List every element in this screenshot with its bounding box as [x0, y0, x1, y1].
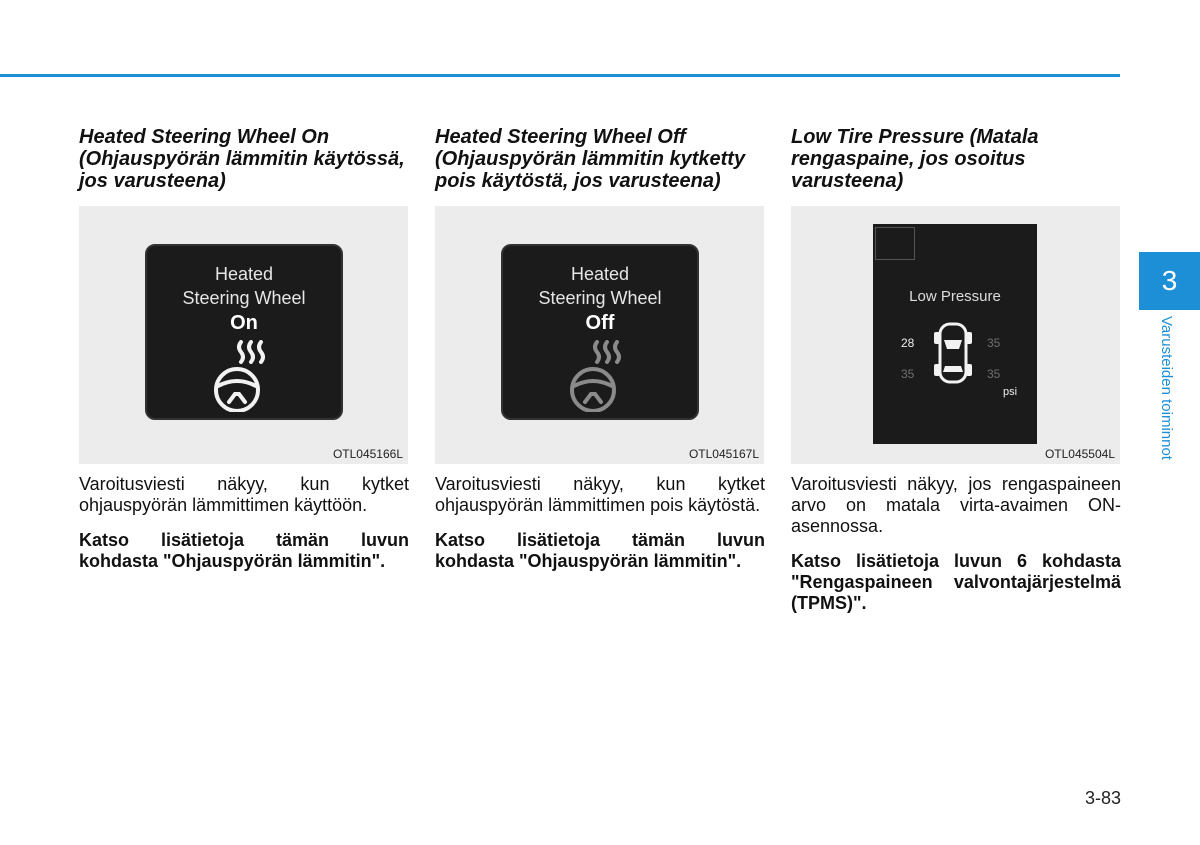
reference-note: Katso lisätietoja luvun 6 kohdasta "Rengaspaineen valvontajärjestelmä (TPMS)".: [791, 551, 1121, 613]
pressure-unit: psi: [1003, 386, 1018, 398]
reference-note: Katso lisätietoja tämän luvun kohdasta "Ohjauspyörän lämmitin".: [435, 530, 765, 571]
chapter-title: Varusteiden toiminnot: [1158, 316, 1175, 460]
section-heading: Low Tire Pressure (Matala rengaspaine, jos osoitus varusteena): [791, 126, 1039, 192]
section-heading: Heated Steering Wheel Off (Ohjauspyörän lämmitin kytketty pois käytöstä, jos varusteena): [435, 126, 746, 192]
body-text: Varoitusviesti näkyy, jos rengaspaineen arvo on matala virta-avaimen ON-asennossa.: [791, 474, 1121, 536]
panel-status: On: [230, 312, 258, 334]
tpms-title: Low Pressure: [909, 288, 1001, 305]
body-text: Varoitusviesti näkyy, kun kytket ohjauspyörän lämmittimen käyttöön.: [79, 474, 409, 515]
panel-line-2: Steering Wheel: [182, 288, 306, 308]
figure-low-tire-pressure: [791, 206, 1120, 464]
heated-steering-wheel-icon: [211, 340, 277, 412]
cluster-message-panel: [145, 244, 343, 420]
figure-heated-wheel-off: [435, 206, 764, 464]
panel-line-1: Heated: [214, 264, 274, 284]
panel-status: Off: [585, 312, 615, 334]
section-heated-wheel-on: [79, 126, 409, 572]
tire-front-left-pressure: 28: [901, 336, 915, 350]
panel-line-1: Heated: [570, 264, 630, 284]
section-heated-wheel-off: [435, 126, 765, 572]
page-number: 3-83: [1085, 788, 1122, 808]
tire-front-right-pressure: 35: [987, 336, 1001, 350]
body-text: Varoitusviesti näkyy, kun kytket ohjauspyörän lämmittimen pois käytöstä.: [435, 474, 765, 515]
reference-note: Katso lisätietoja tämän luvun kohdasta "Ohjauspyörän lämmitin".: [79, 530, 409, 571]
figure-code: OTL045504L: [1044, 447, 1115, 461]
top-rule: [0, 74, 1120, 77]
car-top-view-icon: [933, 320, 973, 386]
tire-rear-right-pressure: 35: [987, 367, 1001, 381]
tpms-display: [873, 224, 1037, 444]
chapter-tab: 3: [1139, 252, 1200, 310]
figure-code: OTL045166L: [332, 447, 403, 461]
heated-steering-wheel-off-icon: [567, 340, 633, 412]
figure-code: OTL045167L: [688, 447, 759, 461]
section-heading: Heated Steering Wheel On (Ohjauspyörän lämmitin käytössä, jos varusteena): [79, 126, 405, 192]
section-low-tire-pressure: [791, 126, 1121, 614]
display-corner-box: [875, 227, 915, 260]
figure-heated-wheel-on: [79, 206, 408, 464]
tire-rear-left-pressure: 35: [901, 367, 915, 381]
panel-line-2: Steering Wheel: [538, 288, 662, 308]
cluster-message-panel: [501, 244, 699, 420]
